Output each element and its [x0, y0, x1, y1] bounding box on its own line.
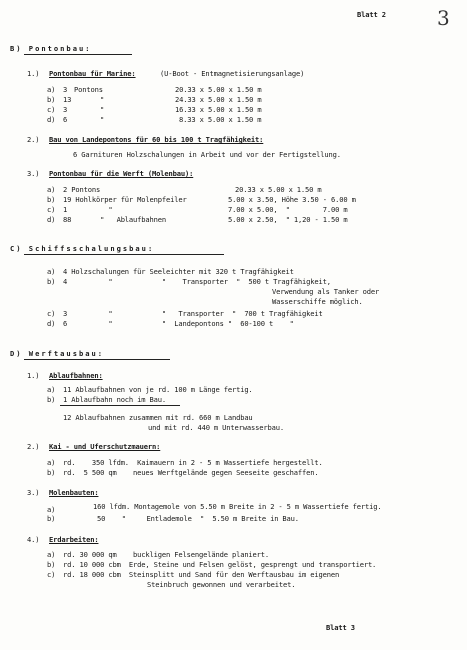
b3-heading: Pontonbau für die Werft (Molenbau):: [49, 169, 194, 178]
b3-item-d-text: 88 " Ablaufbahnen: [63, 215, 167, 224]
c-row-a-text: 4 Holzschalungen für Seeleichter mit 320 t Tragfähigkeit: [63, 267, 294, 276]
b3-item-b-dim: 5.00 x 3.50, Höhe 3.50 - 6.00 m: [228, 195, 356, 204]
d4-num: 4.): [27, 535, 40, 544]
b1-item-c-name: ": [100, 105, 105, 114]
d4-a-letter: a): [47, 550, 56, 559]
b3-item-c-text: 1 ": [63, 205, 113, 214]
d1-num: 1.): [27, 371, 40, 380]
b1-item-b-qty: 13: [63, 95, 72, 104]
d1-a-text: 11 Ablaufbahnen von je rd. 100 m Länge fertig.: [63, 385, 253, 394]
section-d-underline: [24, 359, 170, 360]
d3-b-letter: b): [47, 514, 56, 523]
b3-item-c-dim: 7.00 x 5.00, " 7.00 m: [228, 205, 348, 214]
b3-num: 3.): [27, 169, 40, 178]
d2-b-letter: b): [47, 468, 56, 477]
b3-item-a-dim: 20.33 x 5.00 x 1.50 m: [235, 185, 322, 194]
b3-item-b-text: 19 Hohlkörper für Molenpfeiler: [63, 195, 187, 204]
next-page-label: Blatt 3: [326, 623, 355, 632]
b1-item-c-letter: c): [47, 105, 56, 114]
b1-item-b-letter: b): [47, 95, 56, 104]
c-row-d-letter: d): [47, 319, 56, 328]
section-b-title: B) Pontonbau:: [10, 44, 92, 53]
b3-item-d-letter: d): [47, 215, 56, 224]
b3-item-a-text: 2 Pontons: [63, 185, 101, 194]
b1-item-c-dim: 16.33 x 5.00 x 1.50 m: [175, 105, 262, 114]
b1-item-d-letter: d): [47, 115, 56, 124]
d1-sum-rule: [60, 405, 180, 406]
d3-b-text: 50 " Entlademole " 5.50 m Breite in Bau.: [97, 514, 299, 523]
b1-item-a-qty: 3: [63, 85, 68, 94]
c-row-c-letter: c): [47, 309, 56, 318]
section-b-underline: [24, 54, 132, 55]
b1-item-b-name: ": [100, 95, 105, 104]
d2-heading: Kai - und Uferschutzmauern:: [49, 442, 161, 451]
d4-a-text: rd. 30 000 qm buckligen Felsengelände planiert.: [63, 550, 270, 559]
section-c-title: C) Schiffsschalungsbau:: [10, 244, 155, 253]
d3-a-text: 160 lfdm. Montagemole von 5.50 m Breite in 2 - 5 m Wassertiefe fertig.: [93, 502, 382, 511]
d4-c-letter: c): [47, 570, 56, 579]
b2-num: 2.): [27, 135, 40, 144]
b1-item-a-dim: 20.33 x 5.00 x 1.50 m: [175, 85, 262, 94]
d4-heading: Erdarbeiten:: [49, 535, 99, 544]
b1-item-a-name: Pontons: [74, 85, 103, 94]
b3-item-b-letter: b): [47, 195, 56, 204]
c-row-c-text: 3 " " Transporter " 700 t Tragfähigkeit: [63, 309, 323, 318]
b1-item-b-dim: 24.33 x 5.00 x 1.50 m: [175, 95, 262, 104]
c-row-b-cont2: Wasserschiffe möglich.: [272, 297, 363, 306]
d2-num: 2.): [27, 442, 40, 451]
b3-item-c-letter: c): [47, 205, 56, 214]
b2-heading: Bau von Landepontons für 60 bis 100 t Tragfähigkeit:: [49, 135, 264, 144]
b1-item-d-name: ": [100, 115, 105, 124]
d3-a-letter: a): [47, 505, 56, 514]
d4-c-cont: Steinbruch gewonnen und verarbeitet.: [147, 580, 296, 589]
b1-heading: Pontonbau für Marine:: [49, 69, 136, 78]
b3-item-a-letter: a): [47, 185, 56, 194]
c-row-d-text: 6 " " Landepontons " 60-100 t ": [63, 319, 294, 328]
d3-num: 3.): [27, 488, 40, 497]
d4-b-text: rd. 10 000 cbm Erde, Steine und Felsen gelöst, gesprengt und transportiert.: [63, 560, 377, 569]
d4-b-letter: b): [47, 560, 56, 569]
b1-item-a-letter: a): [47, 85, 56, 94]
d4-c-text: rd. 18 000 cbm Steinsplitt und Sand für den Werftausbau im eigenen: [63, 570, 340, 579]
section-d-title: D) Werftausbau:: [10, 349, 105, 358]
d1-b-letter: b): [47, 395, 56, 404]
b3-item-d-dim: 5.00 x 2.50, " 1,20 - 1.50 m: [228, 215, 348, 224]
d2-a-letter: a): [47, 458, 56, 467]
b2-text: 6 Garnituren Holzschalungen in Arbeit und vor der Fertigstellung.: [73, 150, 341, 159]
b1-item-d-qty: 6: [63, 115, 68, 124]
d1-b-text: 1 Ablaufbahn noch im Bau.: [63, 395, 167, 404]
d3-heading: Molenbauten:: [49, 488, 99, 497]
d2-a-text: rd. 350 lfdm. Kaimauern in 2 - 5 m Wassertiefe hergestellt.: [63, 458, 323, 467]
d1-sum-line2: und mit rd. 440 m Unterwasserbau.: [148, 423, 284, 432]
c-row-b-text: 4 " " Transporter " 500 t Tragfähigkeit,: [63, 277, 331, 286]
d1-a-letter: a): [47, 385, 56, 394]
b1-note: (U-Boot - Entmagnetisierungsanlage): [160, 69, 305, 78]
b1-item-c-qty: 3: [63, 105, 68, 114]
b1-item-d-dim: 8.33 x 5.00 x 1.50 m: [179, 115, 262, 124]
c-row-a-letter: a): [47, 267, 56, 276]
page-label: Blatt 2: [357, 10, 386, 19]
c-row-b-letter: b): [47, 277, 56, 286]
handwritten-page-number: 3: [437, 6, 450, 30]
d2-b-text: rd. 5 500 qm neues Werftgelände gegen Seeseite geschaffen.: [63, 468, 319, 477]
d1-heading: Ablaufbahnen:: [49, 371, 103, 380]
b1-num: 1.): [27, 69, 40, 78]
section-c-underline: [24, 254, 224, 255]
d1-sum-line1: 12 Ablaufbahnen zusammen mit rd. 660 m Landbau: [63, 413, 253, 422]
c-row-b-cont1: Verwendung als Tanker oder: [272, 287, 380, 296]
